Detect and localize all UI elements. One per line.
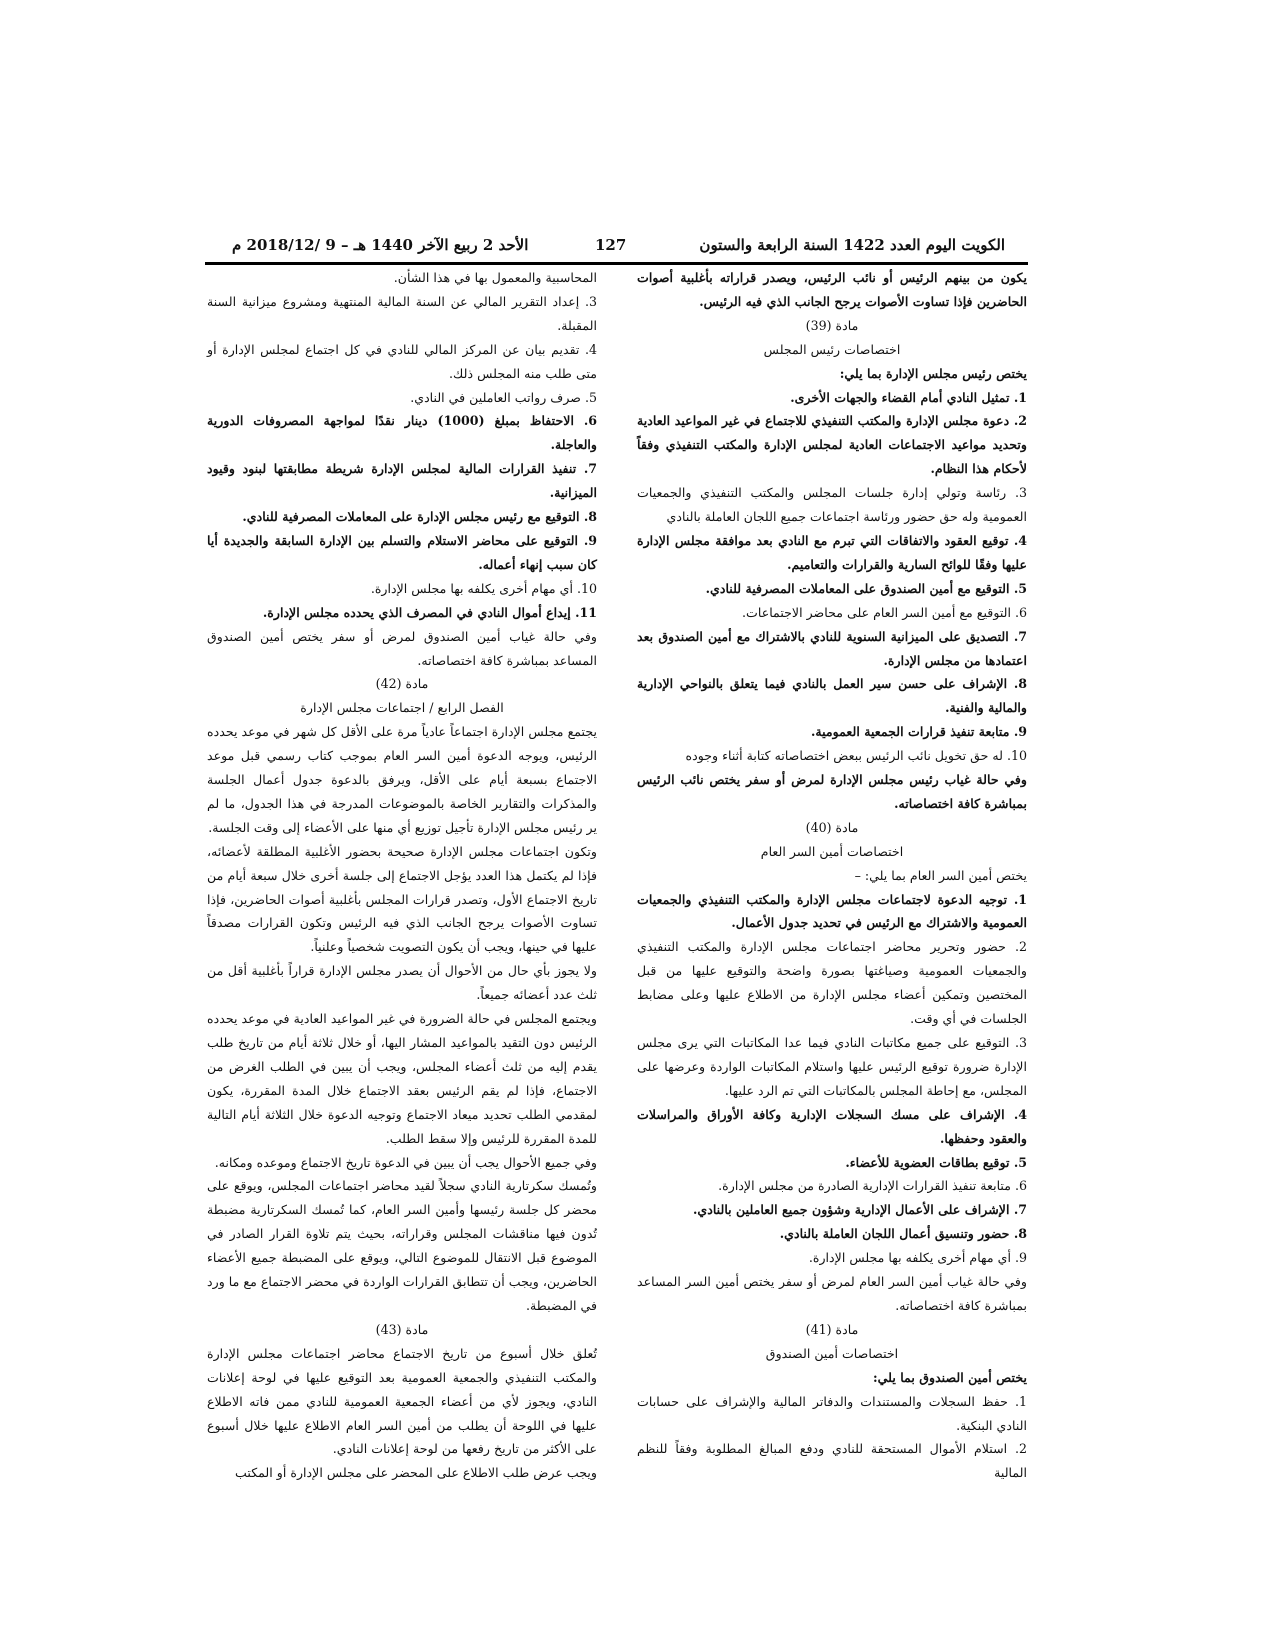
paragraph: 7. التصديق على الميزانية السنوية للنادي بالاشتراك مع أمين الصندوق بعد اعتمادها من مجلس الإدارة. [637,628,1027,668]
issue-date-header: الأحد 2 ربيع الآخر 1440 هـ – 9 /2018/12 م [232,236,529,254]
paragraph: يختص رئيس مجلس الإدارة بما يلي: [839,365,1027,381]
paragraph: 4. توقيع العقود والاتفاقات التي تبرم مع النادي بعد موافقة مجلس الإدارة عليها وفقًا للوائح السارية والقرارات والتعاميم. [637,532,1027,572]
paragraph: ولا يجوز بأي حال من الأحوال أن يصدر مجلس الإدارة قراراً بأغلبية أقل من ثلث عدد أعضائه جميعاً. [207,963,597,1003]
paragraph: 5. التوقيع مع أمين الصندوق على المعاملات المصرفية للنادي. [705,580,1027,596]
paragraph: 9. التوقيع على محاضر الاستلام والتسلم بين الإدارة السابقة والجديدة أيا كان سبب إنهاء أعماله. [207,532,597,572]
paragraph: تُعلق خلال أسبوع من تاريخ الاجتماع محاضر اجتماعات مجلس الإدارة والمكتب التنفيذي والجمعية العمومية بعد التوقيع عليها في لوحة إعلانات النادي، ويجوز لأي من أعضاء الجمعية العمومية للنادي ممن فاته الاطلاع عليها في اللوحة أن يطلب من أمين السر العام الاطلاع عليها خلال أسبوع على الأكثر من تاريخ رفعها من لوحة إعلانات النادي. [207,1345,597,1457]
paragraph: 2. دعوة مجلس الإدارة والمكتب التنفيذي للاجتماع في غير المواعيد العادية وتحديد مواعيد الاجتماعات العادية لمجلس الإدارة والمكتب التنفيذي وفقاً لأحكام هذا النظام. [637,413,1027,477]
paragraph: 3. التوقيع على جميع مكاتبات النادي فيما عدا المكاتبات التي يرى مجلس الإدارة ضرورة توقيع الرئيس عليها واستلام المكاتبات الواردة وعرضها على المجلس، مع إحاطة المجلس بالمكاتبات التي تم الرد عليها. [637,1035,1027,1098]
paragraph: 1. توجيه الدعوة لاجتماعات مجلس الإدارة والمكتب التنفيذي والجمعيات العمومية والاشتراك مع الرئيس في تحديد جدول الأعمال. [637,891,1027,931]
section-heading: مادة (42) [375,676,429,692]
page-number: 127 [595,236,627,254]
paragraph: 5. صرف رواتب العاملين في النادي. [410,389,597,405]
paragraph: وفي حالة غياب أمين السر العام لمرض أو سفر يختص أمين السر المساعد بمباشرة كافة اختصاصاته. [637,1274,1027,1313]
paragraph: 4. تقديم بيان عن المركز المالي للنادي في كل اجتماع لمجلس الإدارة أو متى طلب منه المجلس ذلك. [207,341,597,381]
paragraph: 9. أي مهام أخرى يكلفه بها مجلس الإدارة. [808,1250,1027,1266]
paragraph: وتُمسك سكرتارية النادي سجلاً لقيد محاضر اجتماعات المجلس، ويوقع على محضر كل جلسة رئيسها وأمين السر العام، كما تُمسك السكرتارية مضبطة تُدون فيها مناقشات المجلس وقراراته، بحيث يتم تلاوة القرار الصادر في الموضوع قبل الانتقال للموضوع التالي، ويوقع على المضبطة جميع الأعضاء الحاضرين، ويجب أن تتطابق القرارات الواردة في محضر الاجتماع مع ما ورد في المضبطة. [207,1178,597,1313]
paragraph: 7. الإشراف على الأعمال الإدارية وشؤون جميع العاملين بالنادي. [693,1202,1027,1218]
paragraph: يجتمع مجلس الإدارة اجتماعاً عادياً مرة على الأقل كل شهر في موعد يحدده الرئيس، ويوجه الدعوة أمين السر العام بموجب كتاب رسمي قبل موعد الاجتماع بسبعة أيام على الأقل، ويرفق بالدعوة جدول أعمال الجلسة والمذكرات والتقارير الخاصة بالموضوعات المدرجة في هذا الجدول، ما لم ير رئيس مجلس الإدارة تأجيل توزيع أي منها على الأعضاء إلى وقت الجلسة. [207,724,597,835]
paragraph: 1. تمثيل النادي أمام القضاء والجهات الأخرى. [790,389,1027,405]
paragraph: 3. إعداد التقرير المالي عن السنة المالية المنتهية ومشروع ميزانية السنة المقبلة. [207,293,597,333]
gazette-issue-header: الكويت اليوم العدد 1422 السنة الرابعة والستون [699,236,1005,254]
paragraph: 10. أي مهام أخرى يكلفه بها مجلس الإدارة. [370,580,597,596]
section-heading: مادة (43) [375,1321,429,1337]
paragraph: وفي حالة غياب أمين الصندوق لمرض أو سفر يختص أمين الصندوق المساعد بمباشرة كافة اختصاصاته. [207,628,597,668]
paragraph: 10. له حق تخويل نائب الرئيس ببعض اختصاصاته كتابة أثناء وجوده [685,748,1027,764]
paragraph: 9. متابعة تنفيذ قرارات الجمعية العمومية. [810,724,1027,740]
section-heading: مادة (40) [805,819,859,835]
paragraph: يختص أمين الصندوق بما يلي: [873,1369,1027,1385]
paragraph: 7. تنفيذ القرارات المالية لمجلس الإدارة شريطة مطابقتها لبنود وقيود الميزانية. [207,461,597,501]
paragraph: 6. الاحتفاظ بمبلغ (1000) دينار نقدًا لمواجهة المصروفات الدورية والعاجلة. [207,413,598,453]
paragraph: وتكون اجتماعات مجلس الإدارة صحيحة بحضور الأغلبية المطلقة لأعضائه، فإذا لم يكتمل هذا العدد يؤجل الاجتماع إلى جلسة أخرى خلال سبعة أيام من تاريخ الاجتماع الأول، وتصدر قرارات المجلس بأغلبية أصوات الحاضرين، فإذا تساوت الأصوات يرجح الجانب الذي فيه الرئيس وتكون القرارات مصدقاً عليها في حينها، ويجب أن يكون التصويت شخصياً وعلنياً. [207,843,597,955]
paragraph: 6. متابعة تنفيذ القرارات الإدارية الصادرة من مجلس الإدارة. [718,1178,1027,1194]
left-text-column [207,266,597,1485]
paragraph: 8. حضور وتنسيق أعمال اللجان العاملة بالنادي. [779,1226,1027,1242]
paragraph: 11. إيداع أموال النادي في المصرف الذي يحدده مجلس الإدارة. [262,604,597,620]
paragraph: 8. التوقيع مع رئيس مجلس الإدارة على المعاملات المصرفية للنادي. [242,509,597,525]
paragraph: 6. التوقيع مع أمين السر العام على محاضر الاجتماعات. [742,604,1027,620]
paragraph: 4. الإشراف على مسك السجلات الإدارية وكافة الأوراق والمراسلات والعقود وحفظها. [637,1106,1027,1146]
paragraph: وفي حالة غياب رئيس مجلس الإدارة لمرض أو سفر يختص نائب الرئيس بمباشرة كافة اختصاصاته. [637,772,1027,811]
paragraph: ويجب عرض طلب الاطلاع على المحضر على مجلس الإدارة أو المكتب [235,1465,597,1481]
paragraph: 1. حفظ السجلات والمستندات والدفاتر المالية والإشراف على حسابات النادي البنكية. [637,1393,1027,1433]
paragraph: 2. استلام الأموال المستحقة للنادي ودفع المبالغ المطلوبة وفقاً للنظم المالية [637,1441,1027,1481]
paragraph: 2. حضور وتحرير محاضر اجتماعات مجلس الإدارة والمكتب التنفيذي والجمعيات العمومية وصياغتها بصورة واضحة والتوقيع عليها من قبل المختصين وتمكين أعضاء مجلس الإدارة من الاطلاع عليها وعلى مضابط الجلسات في أي وقت. [637,939,1027,1027]
paragraph: وفي جميع الأحوال يجب أن يبين في الدعوة تاريخ الاجتماع وموعده ومكانه. [214,1154,597,1170]
section-heading: اختصاصات رئيس المجلس [763,341,901,357]
section-heading: اختصاصات أمين الصندوق [765,1345,899,1361]
paragraph: ويجتمع المجلس في حالة الضرورة في غير المواعيد العادية في موعد يحدده الرئيس دون التقيد بالمواعيد المشار اليها، أو خلال ثلاثة أيام من تاريخ طلب يقدم إليه من ثلث أعضاء المجلس، ويجب أن يبين في الطلب الغرض من الاجتماع، فإذا لم يقم الرئيس بعقد الاجتماع خلال المدة المقررة، يكون لمقدمي الطلب تحديد ميعاد الاجتماع وتوجيه الدعوة خلال الثلاثة أيام التالية للمدة المقررة للرئيس وإلا سقط الطلب. [207,1011,597,1146]
paragraph: يكون من بينهم الرئيس أو نائب الرئيس، ويصدر قراراته بأغلبية أصوات الحاضرين فإذا تساوت الأصوات يرجح الجانب الذي فيه الرئيس. [637,270,1027,309]
section-heading: مادة (39) [805,317,859,333]
section-heading: اختصاصات أمين السر العام [760,843,904,859]
paragraph: المحاسبية والمعمول بها في هذا الشأن. [393,270,597,285]
paragraph: 8. الإشراف على حسن سير العمل بالنادي فيما يتعلق بالنواحي الإدارية والمالية والفنية. [637,676,1027,716]
section-heading: الفصل الرابع / اجتماعات مجلس الإدارة [300,700,504,716]
header-rule [205,262,1028,265]
section-heading: مادة (41) [805,1321,859,1337]
paragraph: 5. توقيع بطاقات العضوية للأعضاء. [845,1154,1027,1170]
right-text-column [637,266,1027,1485]
paragraph: 3. رئاسة وتولي إدارة جلسات المجلس والمكتب التنفيذي والجمعيات العمومية وله حق حضور ورئاسة اجتماعات جميع اللجان العاملة بالنادي [637,485,1027,525]
paragraph: يختص أمين السر العام بما يلي: – [854,867,1027,883]
